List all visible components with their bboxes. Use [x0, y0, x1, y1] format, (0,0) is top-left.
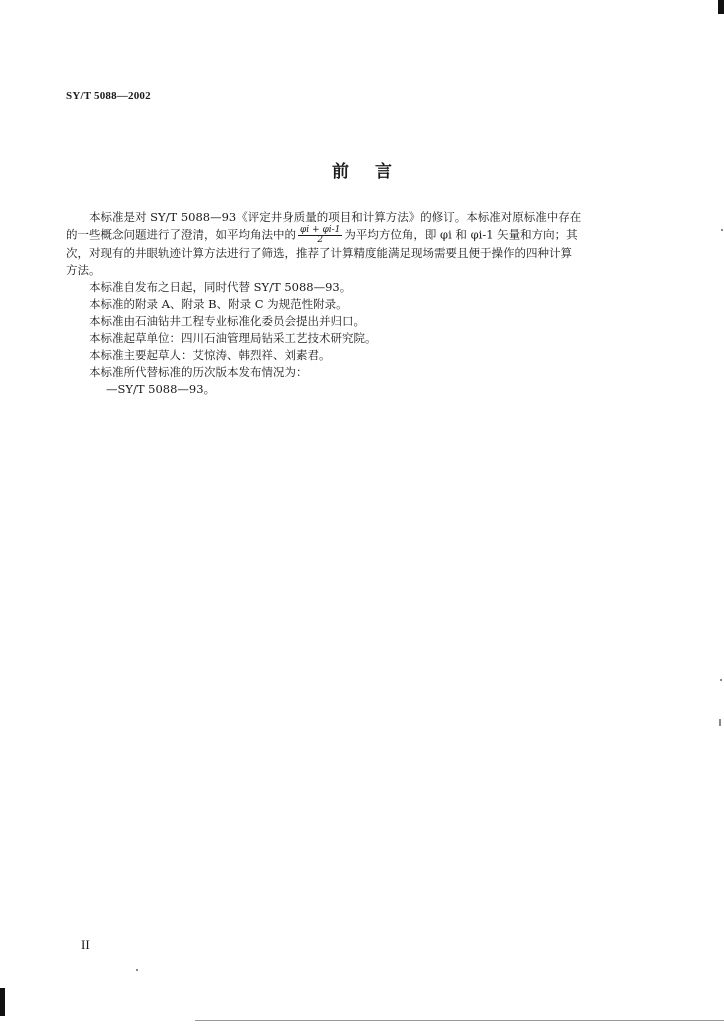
paragraph-history-intro: 本标准所代替标准的历次版本发布情况为：: [89, 365, 308, 379]
scan-mark: [718, 0, 724, 14]
paragraph-appendix: 本标准的附录 A、附录 B、附录 C 为规范性附录。: [89, 297, 348, 311]
paragraph-line: 次，对现有的井眼轨迹计算方法进行了筛选，推荐了计算精度能满足现场需要且便于操作的四种计算: [66, 246, 572, 260]
paragraph-line: [66, 226, 628, 245]
paragraph-line: 本标准是对 SY/T 5088—93《评定井身质量的项目和计算方法》的修订。本标准对原标准中存在: [89, 210, 582, 224]
scan-speck: [721, 229, 723, 231]
paragraph-replacement: 本标准自发布之日起，同时代替 SY/T 5088—93。: [89, 280, 352, 294]
page-title: 前言: [332, 162, 418, 182]
paragraph-drafting-unit: 本标准起草单位：四川石油管理局钻采工艺技术研究院。: [89, 331, 377, 345]
paragraph-revision-note: [66, 209, 628, 279]
paragraph-drafters: 本标准主要起草人：艾惊涛、韩烈祥、刘素君。: [89, 348, 331, 362]
formula-numerator: φi + φi-1: [300, 225, 341, 235]
scan-speck: [720, 679, 722, 681]
scan-speck: [719, 719, 721, 726]
standard-number: SY/T 5088—2002: [66, 90, 151, 102]
scan-speck: [136, 969, 138, 971]
paragraph-proposer: 本标准由石油钻井工程专业标准化委员会提出并归口。: [89, 314, 365, 328]
page-number: II: [81, 937, 90, 952]
formula-denominator: 2: [317, 235, 324, 245]
paragraph-text: 的一些概念问题进行了澄清，如平均角法中的: [66, 227, 296, 242]
scan-edge-line: [195, 1020, 724, 1021]
document-body: [66, 209, 628, 398]
paragraph-history-item: —SY/T 5088—93。: [106, 382, 216, 396]
average-angle-formula: [298, 226, 342, 245]
scan-mark: [0, 988, 5, 1016]
paragraph-text: 为平均方位角，即 φi 和 φi-1 矢量和方向；其: [344, 227, 578, 242]
paragraph-line: 方法。: [66, 263, 101, 277]
